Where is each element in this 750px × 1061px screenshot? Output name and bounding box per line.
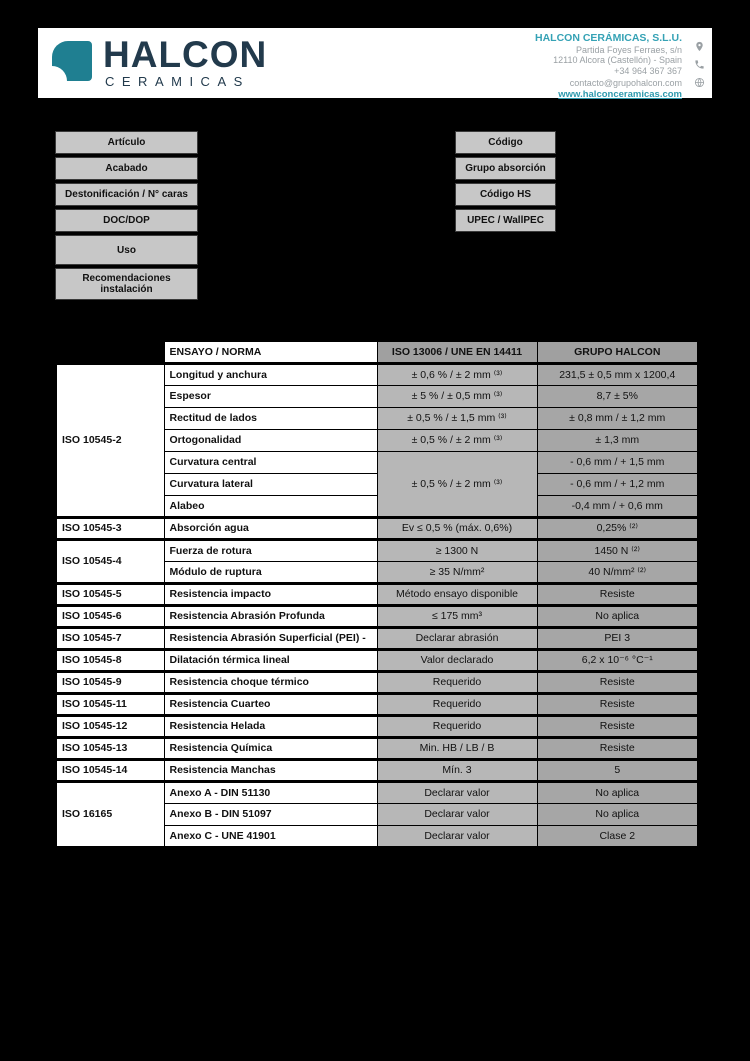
cell-ensayo: Resistencia Manchas [164,759,377,781]
cell-halcon: 1450 N ⁽²⁾ [537,539,698,561]
cell-ensayo: Fuerza de rotura [164,539,377,561]
table-row [56,759,698,781]
cell-iso: ISO 10545-3 [56,517,164,539]
cell-norma: ± 0,6 % / ± 2 mm ⁽³⁾ [377,363,537,385]
cell-iso: ISO 10545-6 [56,605,164,627]
header-ensayo: ENSAYO / NORMA [164,341,377,363]
cell-halcon: 0,25% ⁽²⁾ [537,517,698,539]
cell-norma: ± 0,5 % / ± 2 mm ⁽³⁾ [377,429,537,451]
cell-ensayo: Anexo A - DIN 51130 [164,781,377,803]
cell-iso: ISO 10545-14 [56,759,164,781]
table-row [56,539,698,561]
table-header-row [56,341,698,363]
cell-norma: Declarar valor [377,803,537,825]
cell-halcon: ± 1,3 mm [537,429,698,451]
cell-norma: Requerido [377,715,537,737]
letterhead [38,28,712,98]
cell-halcon: No aplica [537,781,698,803]
cell-iso: ISO 10545-9 [56,671,164,693]
cell-norma: Requerido [377,671,537,693]
cell-halcon: 40 N/mm² ⁽²⁾ [537,561,698,583]
info-fields-right [455,131,556,232]
table-row [56,649,698,671]
logo-wordmark: HALCON [103,34,268,75]
cell-halcon: Clase 2 [537,825,698,847]
cell-iso: ISO 10545-11 [56,693,164,715]
cell-halcon: No aplica [537,803,698,825]
cell-ensayo: Dilatación térmica lineal [164,649,377,671]
address-line-1: Partida Foyes Ferraes, s/n [575,44,682,55]
phone-icon [694,59,705,70]
phone-number: +34 964 367 367 [614,65,682,76]
header-blank-cell [56,341,164,363]
cell-halcon: 8,7 ± 5% [537,385,698,407]
cell-ensayo: Resistencia impacto [164,583,377,605]
website-link[interactable]: www.halconceramicas.com [558,88,682,100]
header-norma: ISO 13006 / UNE EN 14411 [377,341,537,363]
cell-norma: Método ensayo disponible [377,583,537,605]
field-articulo: Artículo [55,131,198,154]
cell-norma: Declarar valor [377,781,537,803]
cell-halcon: 5 [537,759,698,781]
contact-icons [694,41,705,88]
cell-ensayo: Resistencia Cuarteo [164,693,377,715]
cell-ensayo: Absorción agua [164,517,377,539]
cell-iso: ISO 10545-5 [56,583,164,605]
cell-iso: ISO 10545-8 [56,649,164,671]
cell-halcon: - 0,6 mm / + 1,5 mm [537,451,698,473]
company-name: HALCON CERÁMICAS, S.L.U. [535,32,682,44]
field-uso: Uso [55,235,198,265]
halcon-logo-icon [48,37,96,85]
cell-halcon: 6,2 x 10⁻⁶ °C⁻¹ [537,649,698,671]
cell-norma: ± 0,5 % / ± 1,5 mm ⁽³⁾ [377,407,537,429]
location-pin-icon [694,41,705,52]
cell-halcon: Resiste [537,715,698,737]
field-recomendaciones: Recomendaciones instalación [55,268,198,300]
cell-norma: Mín. 3 [377,759,537,781]
cell-halcon: Resiste [537,693,698,715]
cell-norma: ≤ 175 mm³ [377,605,537,627]
cell-ensayo: Longitud y anchura [164,363,377,385]
field-codigo-hs: Código HS [455,183,556,206]
cell-ensayo: Resistencia Helada [164,715,377,737]
table-row [56,363,698,385]
cell-iso: ISO 10545-13 [56,737,164,759]
cell-iso: ISO 10545-4 [56,539,164,583]
cell-norma: Requerido [377,693,537,715]
halcon-logo [48,34,268,89]
field-grupo-absorcion: Grupo absorción [455,157,556,180]
table-row [56,671,698,693]
cell-ensayo: Resistencia Abrasión Superficial (PEI) - [164,627,377,649]
address-line-2: 12110 Alcora (Castellón) - Spain [553,55,682,65]
table-row [56,693,698,715]
cell-norma: ± 5 % / ± 0,5 mm ⁽³⁾ [377,385,537,407]
cell-iso: ISO 10545-12 [56,715,164,737]
cell-halcon: ± 0,8 mm / ± 1,2 mm [537,407,698,429]
field-acabado: Acabado [55,157,198,180]
table-row [56,605,698,627]
spec-table [55,340,699,848]
cell-ensayo: Rectitud de lados [164,407,377,429]
field-destonificacion: Destonificación / N° caras [55,183,198,206]
cell-halcon: Resiste [537,671,698,693]
cell-ensayo: Curvatura central [164,451,377,473]
cell-ensayo: Resistencia choque térmico [164,671,377,693]
cell-iso: ISO 10545-2 [56,363,164,517]
cell-norma: Ev ≤ 0,5 % (máx. 0,6%) [377,517,537,539]
cell-ensayo: Resistencia Química [164,737,377,759]
cell-ensayo: Anexo B - DIN 51097 [164,803,377,825]
cell-halcon: PEI 3 [537,627,698,649]
cell-iso: ISO 10545-7 [56,627,164,649]
table-row [56,627,698,649]
cell-ensayo: Ortogonalidad [164,429,377,451]
cell-norma: Declarar abrasión [377,627,537,649]
cell-halcon: Resiste [537,737,698,759]
cell-halcon: Resiste [537,583,698,605]
cell-halcon: 231,5 ± 0,5 mm x 1200,4 [537,363,698,385]
cell-norma: Valor declarado [377,649,537,671]
cell-norma: ≥ 35 N/mm² [377,561,537,583]
table-row [56,737,698,759]
info-fields-left [55,131,198,300]
cell-halcon: -0,4 mm / + 0,6 mm [537,495,698,517]
cell-halcon: - 0,6 mm / + 1,2 mm [537,473,698,495]
cell-ensayo: Anexo C - UNE 41901 [164,825,377,847]
table-row [56,781,698,803]
header-halcon: GRUPO HALCON [537,341,698,363]
cell-ensayo: Curvatura lateral [164,473,377,495]
cell-norma-merged: ± 0,5 % / ± 2 mm ⁽³⁾ [377,451,537,517]
cell-halcon: No aplica [537,605,698,627]
field-upec: UPEC / WallPEC [455,209,556,232]
table-row [56,517,698,539]
logo-subtext: CERAMICAS [105,74,250,89]
cell-norma: Min. HB / LB / B [377,737,537,759]
email-link[interactable]: contacto@grupohalcon.com [569,78,682,88]
table-row [56,715,698,737]
cell-norma: ≥ 1300 N [377,539,537,561]
cell-ensayo: Módulo de ruptura [164,561,377,583]
globe-icon [694,77,705,88]
table-row [56,583,698,605]
cell-ensayo: Resistencia Abrasión Profunda [164,605,377,627]
logo-text [103,34,268,89]
field-doc-dop: DOC/DOP [55,209,198,232]
cell-norma: Declarar valor [377,825,537,847]
contact-block [535,33,682,100]
field-codigo: Código [455,131,556,154]
cell-iso: ISO 16165 [56,781,164,847]
cell-ensayo: Alabeo [164,495,377,517]
cell-ensayo: Espesor [164,385,377,407]
